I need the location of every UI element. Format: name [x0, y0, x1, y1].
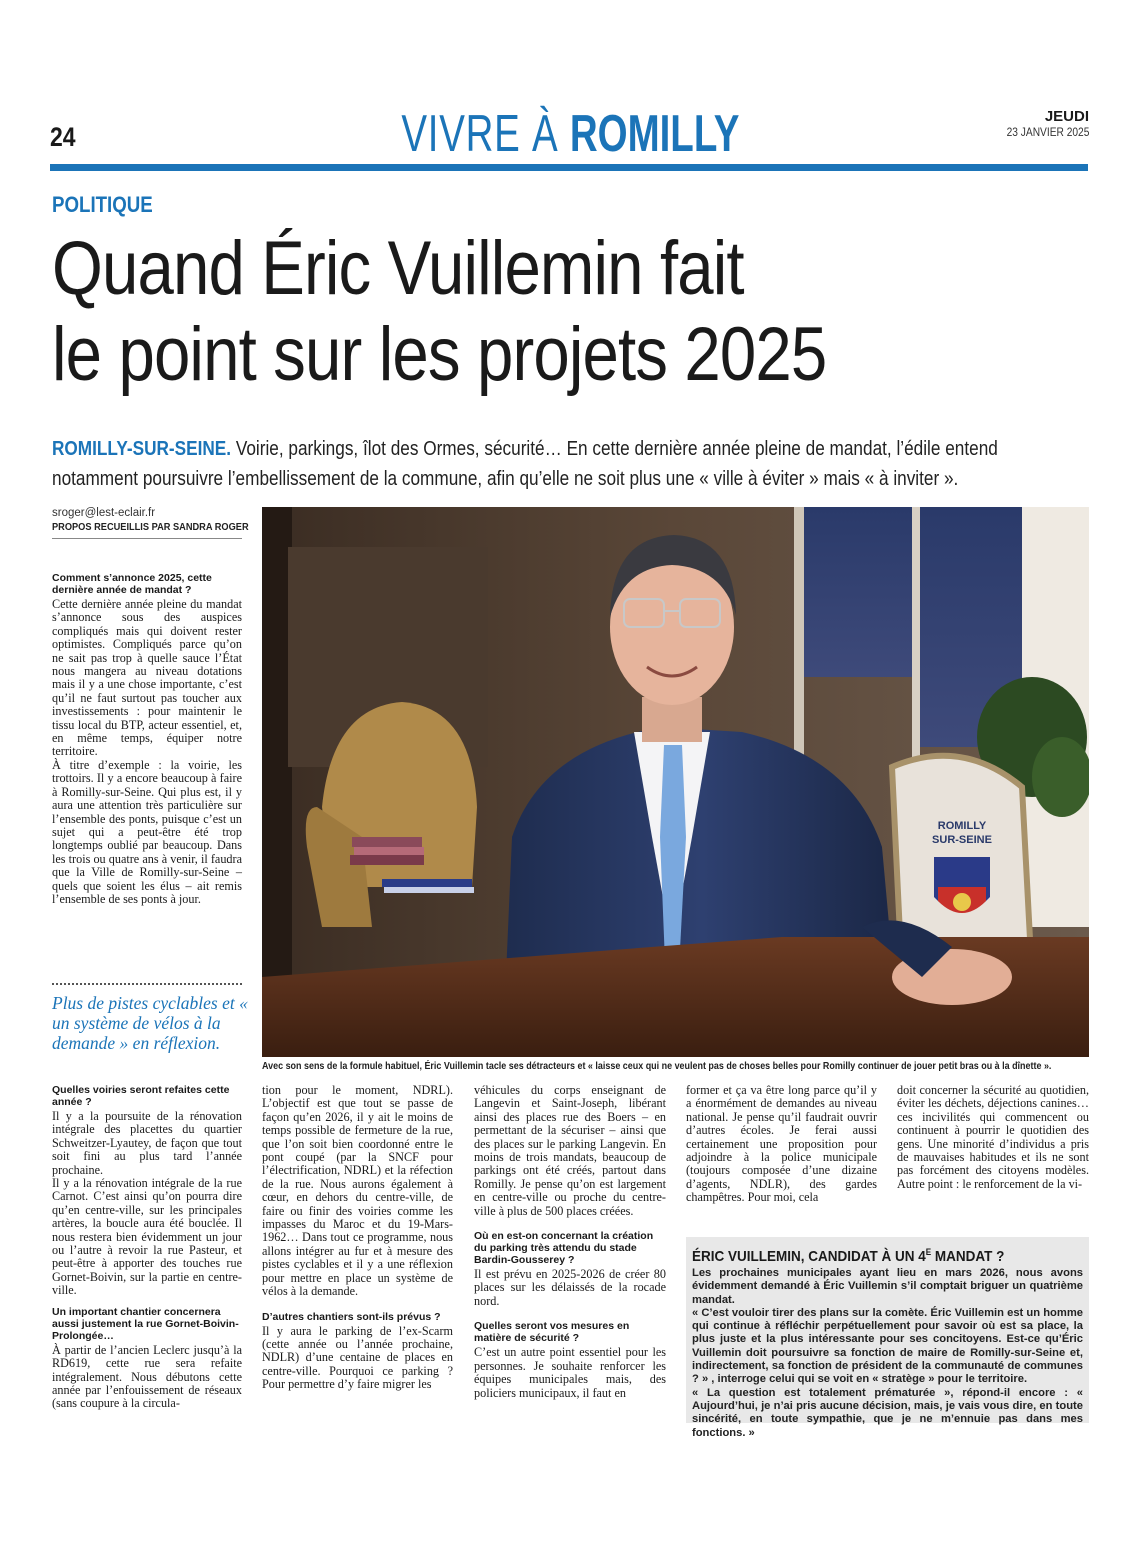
lead-text-2: notamment poursuivre l’embellissement de la commune, afin qu’elle ne soit plus une « ville à éviter » mais « à inviter ». [52, 468, 959, 490]
headline-line-2: le point sur les projets 2025 [52, 312, 827, 397]
section-title-bold: ROMILLY [569, 105, 740, 163]
sidebar-body [692, 1267, 1083, 1440]
column-3 [474, 1084, 666, 1400]
header-rule [50, 164, 1088, 171]
column-4 [686, 1084, 877, 1205]
byline-author: PROPOS RECUEILLIS PAR SANDRA ROGER [52, 521, 249, 533]
article-photo [262, 507, 1089, 1057]
section-title [0, 104, 1140, 164]
question: Quelles seront vos mesures en matière de sécurité ? [474, 1320, 630, 1345]
question: Où en est-on concernant la création du parking très attendu du stade Bardin-Gousserey ? [474, 1230, 654, 1267]
paragraph: Il y a la poursuite de la rénovation intégrale des placettes du quartier Schweitzer-Lyautey, de façon que tout soit fini au plus tard l’année prochaine. [52, 1109, 242, 1177]
photo-illustration [262, 507, 1089, 1057]
section-title-light: VIVRE À [400, 105, 570, 163]
sidebar-title [692, 1243, 1044, 1266]
article-kicker: POLITIQUE [52, 192, 153, 217]
column-2 [262, 1084, 453, 1392]
paragraph: Il y a la rénovation intégrale de la rue Carnot. C’est ainsi qu’on pourra dire qu’en centre-ville, sur les principales artères, la boucle aura été bouclée. Il nous restera bien évidemment un jour ou l’autre à revoir la rue Pasteur, et peut-être à apporter des touches rue Gornet-Boivin, sur la partie en centre-ville. [52, 1176, 242, 1298]
question: Quelles voiries seront refaites cette année ? [52, 1084, 230, 1108]
byline-email: sroger@lest-eclair.fr [52, 507, 156, 519]
page-number: 24 [50, 122, 76, 152]
pull-quote-rule [52, 983, 242, 985]
paragraph: former et ça va être long parce qu’il y a énormément de demandes au niveau national. Je pense qu’il faudrait ouvrir d’autres écoles. Je ferai aussi certainement une proposition pour adjoindre à la police municipale (toujours composée d’une dizaine d’agents, NDLR), des gardes champêtres. Pour moi, cela [686, 1083, 877, 1205]
sidebar-paragraph: Les prochaines municipales ayant lieu en mars 2026, nous avons évidemment demandé à Éric Vuillemin s’il comptait briguer un quatrième mandat. [692, 1267, 1083, 1306]
chair-text-1: ROMILLY [937, 820, 987, 832]
paragraph: doit concerner la sécurité au quotidien, éviter les déchets, déjections canines… ces incivilités qui commencent ou continuent à pourrir le quotidien des gens. Une minorité d’individus a pris de mauvaises habitudes et ils ne sont pas forcément des citoyens modèles. Autre point : le renforcement de la vi- [897, 1083, 1089, 1191]
headline-line-1: Quand Éric Vuillemin fait [52, 226, 744, 311]
sidebar-box [686, 1237, 1089, 1439]
lead-location: ROMILLY-SUR-SEINE. [52, 438, 232, 460]
issue-date: 23 JANVIER 2025 [1006, 125, 1089, 139]
column-1-bottom [52, 1084, 242, 1411]
sidebar-title-suffix: MANDAT ? [931, 1248, 1005, 1265]
paragraph: C’est un autre point essentiel pour les personnes. Je souhaite renforcer les équipes municipales mais, des policiers municipaux, il faut en [474, 1345, 666, 1400]
photo-caption: Avec son sens de la formule habituel, Éric Vuillemin tacle ses détracteurs et « laisse ceux qui ne veulent pas de choses belles pour Romilly continuer de jouer petit bras ou à la dînette ». [262, 1061, 1052, 1072]
paragraph: À titre d’exemple : la voirie, les trottoirs. Il y a encore beaucoup à faire à Romilly-sur-Seine. Qui plus est, il y aura une attention très particulière sur l’ensemble des ponts, puisque c’est un sujet qui a peut-être été trop longtemps oublié par beaucoup. Dans les trois ou quatre ans à venir, il faudra que la Ville de Romilly-sur-Seine – quels que soient les élus – ait remis l’ensemble de ses ponts à jour. [52, 757, 242, 906]
sidebar-title-sup: E [925, 1247, 932, 1257]
paragraph: Cette dernière année pleine du mandat s’annonce sous des auspices compliqués mais qui doivent rester optimistes. Compliqués parce qu’on ne sait pas trop à quelle sauce l’État nous mangera au niveau dotations mais il y a une chose importante, c’est qu’il ne faut surtout pas toucher aux investissements : pour maintenir le tissu local du BTP, acteur essentiel, et, en même temps, équiper notre territoire. [52, 597, 242, 759]
issue-day: JEUDI [1044, 108, 1089, 125]
paragraph: Il est prévu en 2025-2026 de créer 80 places sur les délaissés de la rocade nord. [474, 1267, 666, 1308]
article-lead [52, 434, 1088, 494]
column-5 [897, 1084, 1089, 1191]
question: Comment s’annonce 2025, cette dernière année de mandat ? [52, 572, 212, 596]
column-1-top [52, 572, 242, 906]
paragraph: À partir de l’ancien Leclerc jusqu’à la RD619, cette rue sera refaite intégralement. Nous débutons cette année par l’enfouissement de réseaux (sans coupure à la circula- [52, 1342, 242, 1411]
question: D’autres chantiers sont-ils prévus ? [262, 1310, 441, 1323]
paragraph: Il y aura le parking de l’ex-Scarm (cette année ou l’année prochaine, NDLR) d’une centaine de places en centre-ville. Pourquoi ce parking ? Pour permettre d’y faire migrer les [262, 1323, 453, 1392]
paragraph: véhicules du corps enseignant de Langevin et Saint-Joseph, libérant ainsi des places rue des Boers – en permettant de la sécuriser – ainsi que des places sur le parking Langevin. En moins de trois mandats, beaucoup de parkings ont été créés, partout dans Romilly. Je pense qu’on est largement en centre-ville ou proche du centre-ville à plus de 500 places créées. [474, 1083, 666, 1218]
article-headline [52, 226, 1092, 398]
paragraph: tion pour le moment, NDRL). L’objectif est que tout se passe de façon qu’en 2026, il y ait le moins de temps possible de fermeture de la rue, que l’on soit bien coordonné entre le pont coupé (par la SNCF pour l’électrification, NDRL) et la réfection de la rue. Nous aurons également à cœur, en dehors du centre-ville, de faire ou finir des voiries comme les impasses du Maroc et du 19-Mars-1962… Dans tout ce programme, nous allons intégrer au fur et à mesure des pistes cyclables et il y a une réflexion pour mettre en place un système de vélos à la demande. [262, 1083, 453, 1299]
question: Un important chantier concernera aussi justement la rue Gornet-Boivin-Prolongée… [52, 1305, 239, 1342]
chair-text-2: SUR-SEINE [932, 834, 992, 846]
sidebar-paragraph: « C’est vouloir tirer des plans sur la comète. Éric Vuillemin est un homme qui continue à réfléchir perpétuellement pour savoir où est sa place, la plus juste et la plus intéressante pour ses concitoyens. Est-ce qu’Éric Vuillemin doit poursuivre sa fonction de maire de Romilly-sur-Seine et, indirectement, sa fonction de président de la communauté de communes ? » , interroge celui qui se voit en « stratège » pour le territoire. [692, 1306, 1083, 1386]
pull-quote: Plus de pistes cyclables et « un système de vélos à la demande » en réflexion. [52, 993, 248, 1053]
sidebar-title-prefix: ÉRIC VUILLEMIN, CANDIDAT À UN 4 [692, 1248, 926, 1265]
byline-rule [52, 538, 242, 539]
lead-text-1: Voirie, parkings, îlot des Ormes, sécurité… En cette dernière année pleine de mandat, l’édile entend [231, 438, 998, 460]
sidebar-paragraph: « La question est totalement prématurée », répond-il encore : « Aujourd’hui, je n’ai pris aucune décision, mais, je vais vous dire, en toute sincérité, en toute sympathie, que je ne m’ennuie pas dans mes fonctions. » [692, 1386, 1083, 1439]
